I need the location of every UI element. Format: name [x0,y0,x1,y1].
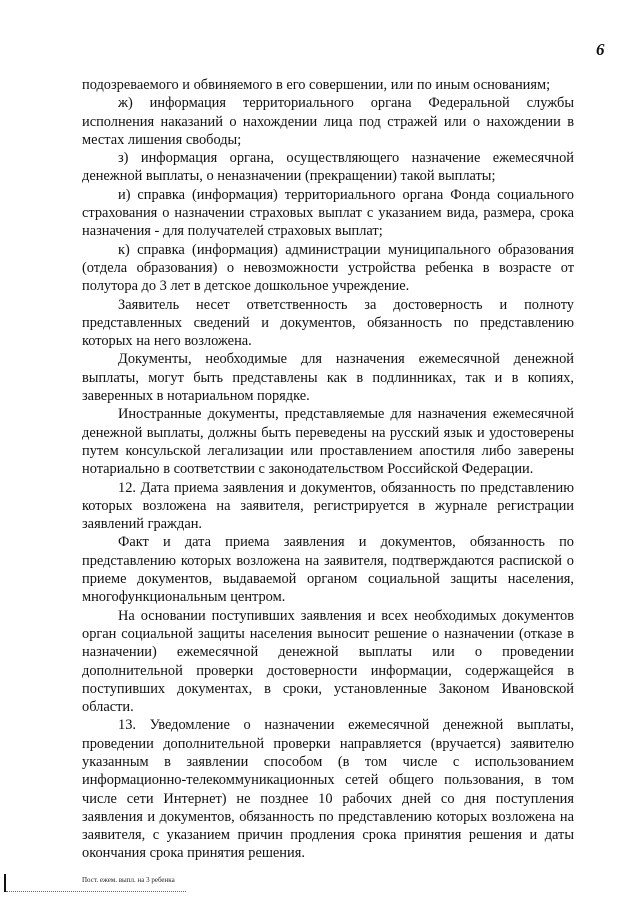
paragraph-receipt: Факт и дата приема заявления и документов, обязанность по представлению которых возложена на заявителя, подтверждаются распиской о приеме документов, выдаваемой органом социальной защиты населения, многофункциональным центром. [82,534,574,606]
paragraph-foreign-documents: Иностранные документы, представляемые для назначения ежемесячной денежной выплаты, должны быть переведены на русский язык и удостоверены путем консульской легализации или проставлением апостиля либо заверены нотариально в соответствии с законодательством Российской Федерации. [82,406,574,478]
paragraph-item-k: к) справка (информация) администрации муниципального образования (отдела образования) о невозможности устройства ребенка в возрасте от полутора до 3 лет в детское дошкольное учреждение. [82,241,574,295]
paragraph-section-13: 13. Уведомление о назначении ежемесячной денежной выплаты, проведении дополнительной проверки направляется (вручается) заявителю указанным в заявлении способом (в том числе с использованием информационно-телекоммуникационных сетей общего пользования, в том числе сети Интернет) не позднее 10 рабочих дней со дня поступления заявления и документов, обязанность по представлению которых возложена на заявителя, с указанием причин продления срока принятия решения и даты окончания срока принятия решения. [82,717,574,862]
margin-mark [4,874,6,892]
paragraph-decision: На основании поступивших заявления и всех необходимых документов орган социальной защиты населения выносит решение о назначении (отказе в назначении) ежемесячной денежной выплаты или о проведении дополнительной проверки достоверности информации, содержащейся в поступивших документах, в сроки, установленные Законом Ивановской области. [82,607,574,716]
footer-note: Пост. ежем. выпл. на 3 ребенка [82,876,175,884]
paragraph-responsibility: Заявитель несет ответственность за достоверность и полноту представленных сведений и документов, обязанность по представлению которых на него возложена. [82,296,574,350]
paragraph-item-zh: ж) информация территориального органа Федеральной службы исполнения наказаний о нахождении лица под стражей или о нахождении в местах лишения свободы; [82,95,574,148]
paragraph-continuation: подозреваемого и обвиняемого в его совершении, или по иным основаниям; [82,77,551,93]
paragraph-item-i: и) справка (информация) территориального органа Фонда социального страхования о назначении страховых выплат с указанием вида, размера, срока назначения - для получателей страховых выплат; [82,186,574,240]
paragraph-section-12: 12. Дата приема заявления и документов, обязанность по представлению которых возложена на заявителя, регистрируется в журнале регистрации заявлений граждан. [82,479,574,533]
paragraph-item-z: з) информация органа, осуществляющего назначение ежемесячной денежной выплаты, о неназначении (прекращении) такой выплаты; [82,150,574,185]
document-body [82,76,574,863]
page-number: 6 [596,40,605,59]
footer-divider [6,891,186,892]
paragraph-documents-copies: Документы, необходимые для назначения ежемесячной денежной выплаты, могут быть представлены как в подлинниках, так и в копиях, заверенных в нотариальном порядке. [82,351,574,405]
